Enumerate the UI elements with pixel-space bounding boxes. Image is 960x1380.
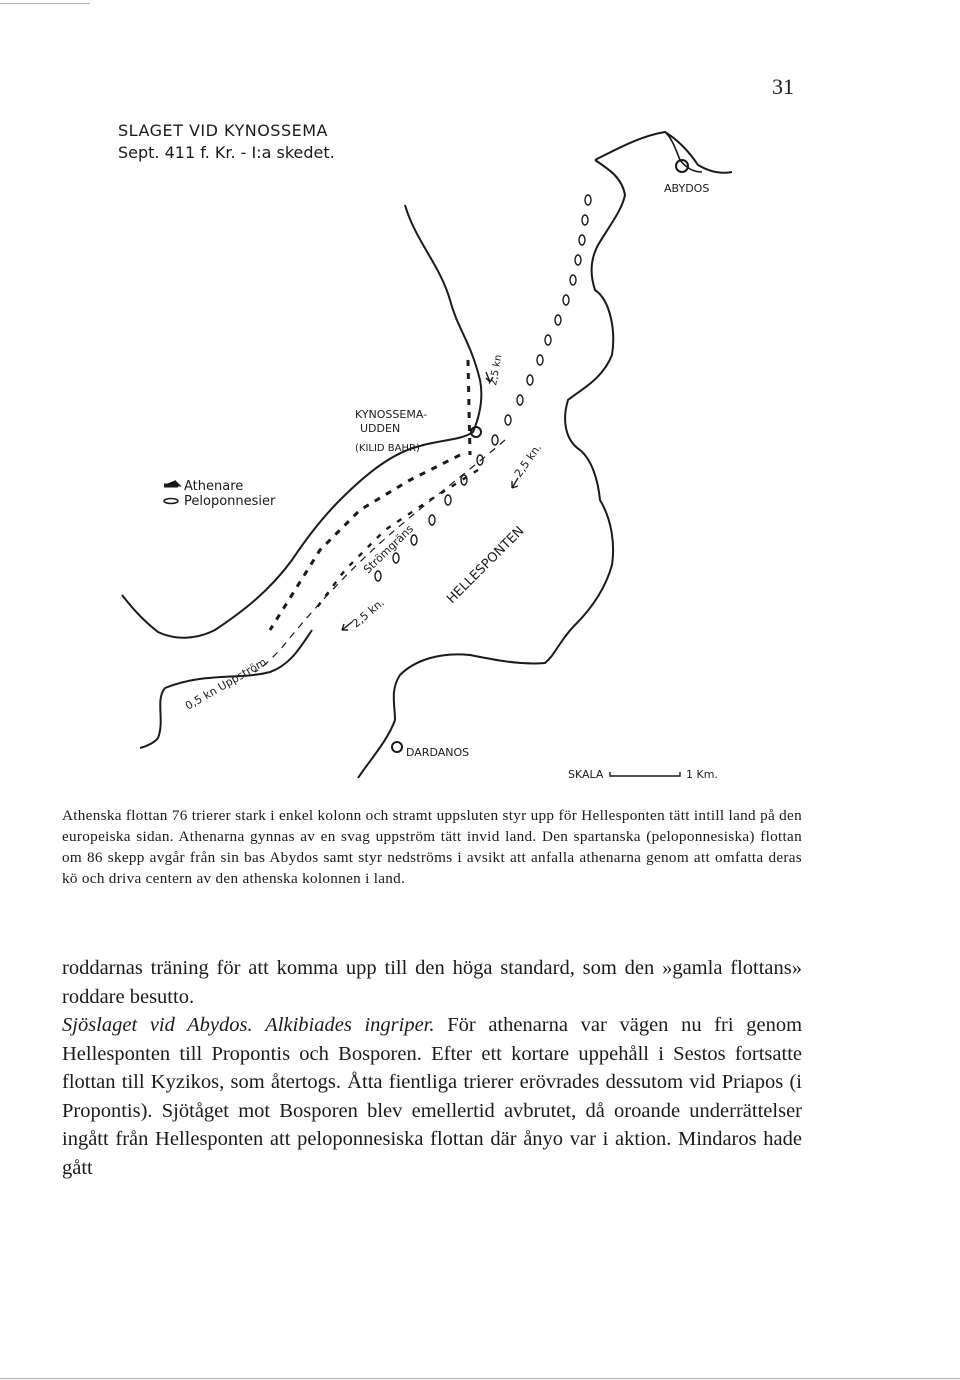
abydos-headland [665,132,702,172]
body-paragraph-1: roddarnas träning för att komma upp till den höga standard, som den »gamla flottans» roddare besutto. [62,957,802,1008]
map-legend [164,479,276,509]
bottom-edge-rule [0,1378,960,1379]
cape-label-line1: KYNOSSEMA- [355,408,428,421]
dardanos-label: DARDANOS [406,746,470,759]
cape-label-line3: (KILID BAHR) [355,443,420,454]
upstream-label: 0,5 kn Uppström [183,655,269,713]
section-heading-abydos: Sjöslaget vid Abydos. [62,1014,253,1036]
top-edge-rule [0,3,90,4]
current-arrow-right [512,478,518,488]
scale-bar [610,772,680,776]
page-number: 31 [772,74,794,99]
section-heading-alkibiades: Alkibiades ingriper. [265,1014,435,1036]
legend-athenians: Athenare [184,479,244,494]
european-coastline [122,205,481,638]
abydos-label: ABYDOS [664,182,710,195]
hellespont-label: HELLESPONTEN [444,523,528,607]
speed-label-left: 2,5 kn. [349,596,387,631]
dardanos-marker [392,742,402,752]
athenian-legend-symbol [164,481,178,486]
scale-label: SKALA [568,768,604,781]
body-text [62,954,802,1182]
peloponnesian-legend-symbol [164,499,178,504]
map-title-line1: SLAGET VID KYNOSSEMA [118,121,328,140]
body-paragraph-2-text: För athenarna var vägen nu fri genom Hellesponten till Propontis och Bosporen. Efter ett kortare uppehåll i Sestos fortsatte flottan till Kyzikos, som återtogs. Åtta fientliga trierer erövrades dessutom vid Priapos (i Propontis). Sjötåget mot Bosporen blev emellertid avbrutet, då oroande underrättelser ingått från Hellesponten att peloponnesiska flottan där ånyo var i aktion. Mindaros hade gått [62,1014,803,1179]
cape-label-line2: UDDEN [360,422,401,435]
current-arrow-left [342,622,352,630]
current-label: Strömgräns [361,522,417,577]
speed-label-top: 2,5 kn [488,353,505,387]
speed-label-right: 2,5 kn. [511,441,545,480]
battle-map [0,100,960,790]
map-title-line2: Sept. 411 f. Kr. - I:a skedet. [118,143,335,162]
scale-unit: 1 Km. [686,768,718,781]
legend-peloponnesians: Peloponnesier [184,494,276,509]
body-paragraph-2 [62,1011,802,1182]
map-caption: Athenska flottan 76 trierer stark i enkel kolonn och stramt uppsluten styr upp för Hellesponten tätt intill land på den europeiska sidan. Athenarna gynnas av en svag uppström tätt invid land. Den spartanska (peloponnesiska) flottan om 86 skepp avgår från sin bas Abydos samt styr nedströms i avsikt att anfalla athenarna genom att omfatta deras kö och driva centern av den athenska kolonnen i land. [62,807,802,887]
